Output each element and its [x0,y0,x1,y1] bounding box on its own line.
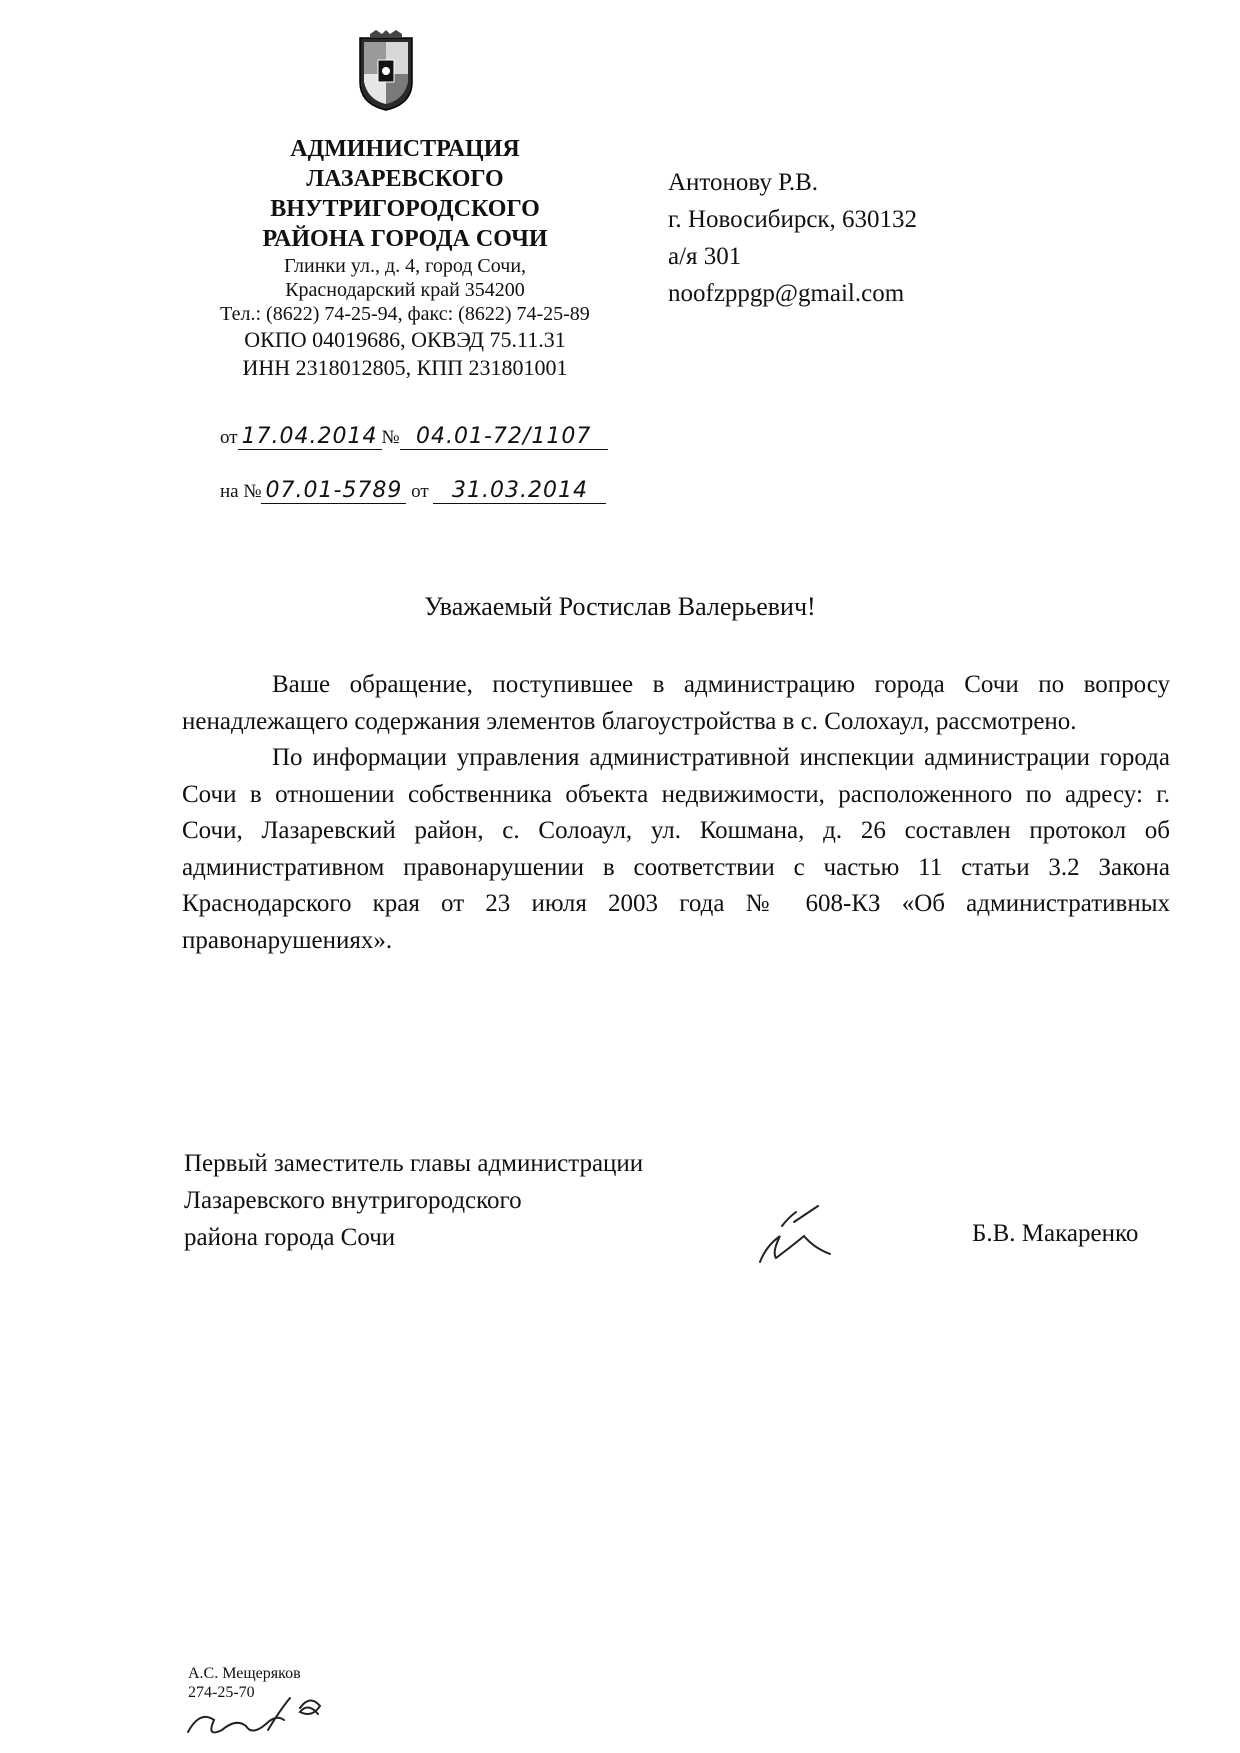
body-paragraph-2: По информации управления административной инспекции администрации города Сочи в отношении собственника объекта недвижимости, расположенного по адресу: г. Сочи, Лазаревский район, с. Солоаул, ул. Кошмана, д. 26 составлен протокол об административном правонарушении в соответствии с частью 11 статьи 3.2 Закона Краснодарского края от 23 июля 2003 года № 608-КЗ «Об административных правонарушениях». [182,744,1170,954]
reply-registration [220,478,606,504]
position-line-1: Первый заместитель главы администрации [184,1150,644,1177]
in-reply-number: 07.01-5789 [261,478,406,504]
signer-name: Б.В. Макаренко [972,1220,1139,1247]
signatory-position [184,1145,643,1256]
org-inn: ИНН 2318012805, КПП 231801001 [242,355,568,380]
org-name-line-1: АДМИНИСТРАЦИЯ [290,136,520,162]
in-reply-label: на № [220,481,262,502]
executor-phone: 274-25-70 [188,1684,255,1701]
in-reply-date: 31.03.2014 [433,478,606,504]
position-line-2: Лазаревского внутригородского [184,1187,522,1214]
org-name-line-3: ВНУТРИГОРОДСКОГО [270,196,540,222]
in-reply-from-label: от [411,481,429,502]
position-line-3: района города Сочи [184,1224,396,1251]
org-address-1: Глинки ул., д. 4, город Сочи, [283,255,527,277]
executor-name: А.С. Мещеряков [188,1665,301,1682]
outgoing-registration [220,424,608,450]
letter-body [182,667,1170,959]
outgoing-date: 17.04.2014 [238,424,382,450]
recipient-po-box: а/я 301 [668,243,742,270]
recipient-name: Антонову Р.В. [668,169,819,196]
org-address-2: Краснодарский край 354200 [285,279,525,301]
org-name-line-2: ЛАЗАРЕВСКОГО [306,166,504,192]
handwritten-signature [752,1196,852,1268]
recipient-email: noofzppgp@gmail.com [668,280,905,307]
org-name-line-4: РАЙОНА ГОРОДА СОЧИ [262,226,548,252]
recipient-block [668,164,917,312]
outgoing-number: 04.01-72/1107 [400,424,608,450]
number-label: № [381,427,400,448]
org-phone-fax: Тел.: (8622) 74-25-94, факс: (8622) 74-25-89 [220,303,590,325]
greeting: Уважаемый Ростислав Валерьевич! [424,592,816,621]
org-okpo: ОКПО 04019686, ОКВЭД 75.11.31 [244,327,566,352]
from-label: от [220,427,238,448]
sender-organization [180,134,630,382]
body-paragraph-1: Ваше обращение, поступившее в администрацию города Сочи по вопросу ненадлежащего содержания элементов благоустройства в с. Солохаул, рассмотрено. [182,671,1170,735]
executor-signature [180,1690,330,1746]
coat-of-arms-icon [356,30,416,112]
recipient-city: г. Новосибирск, 630132 [668,206,918,233]
